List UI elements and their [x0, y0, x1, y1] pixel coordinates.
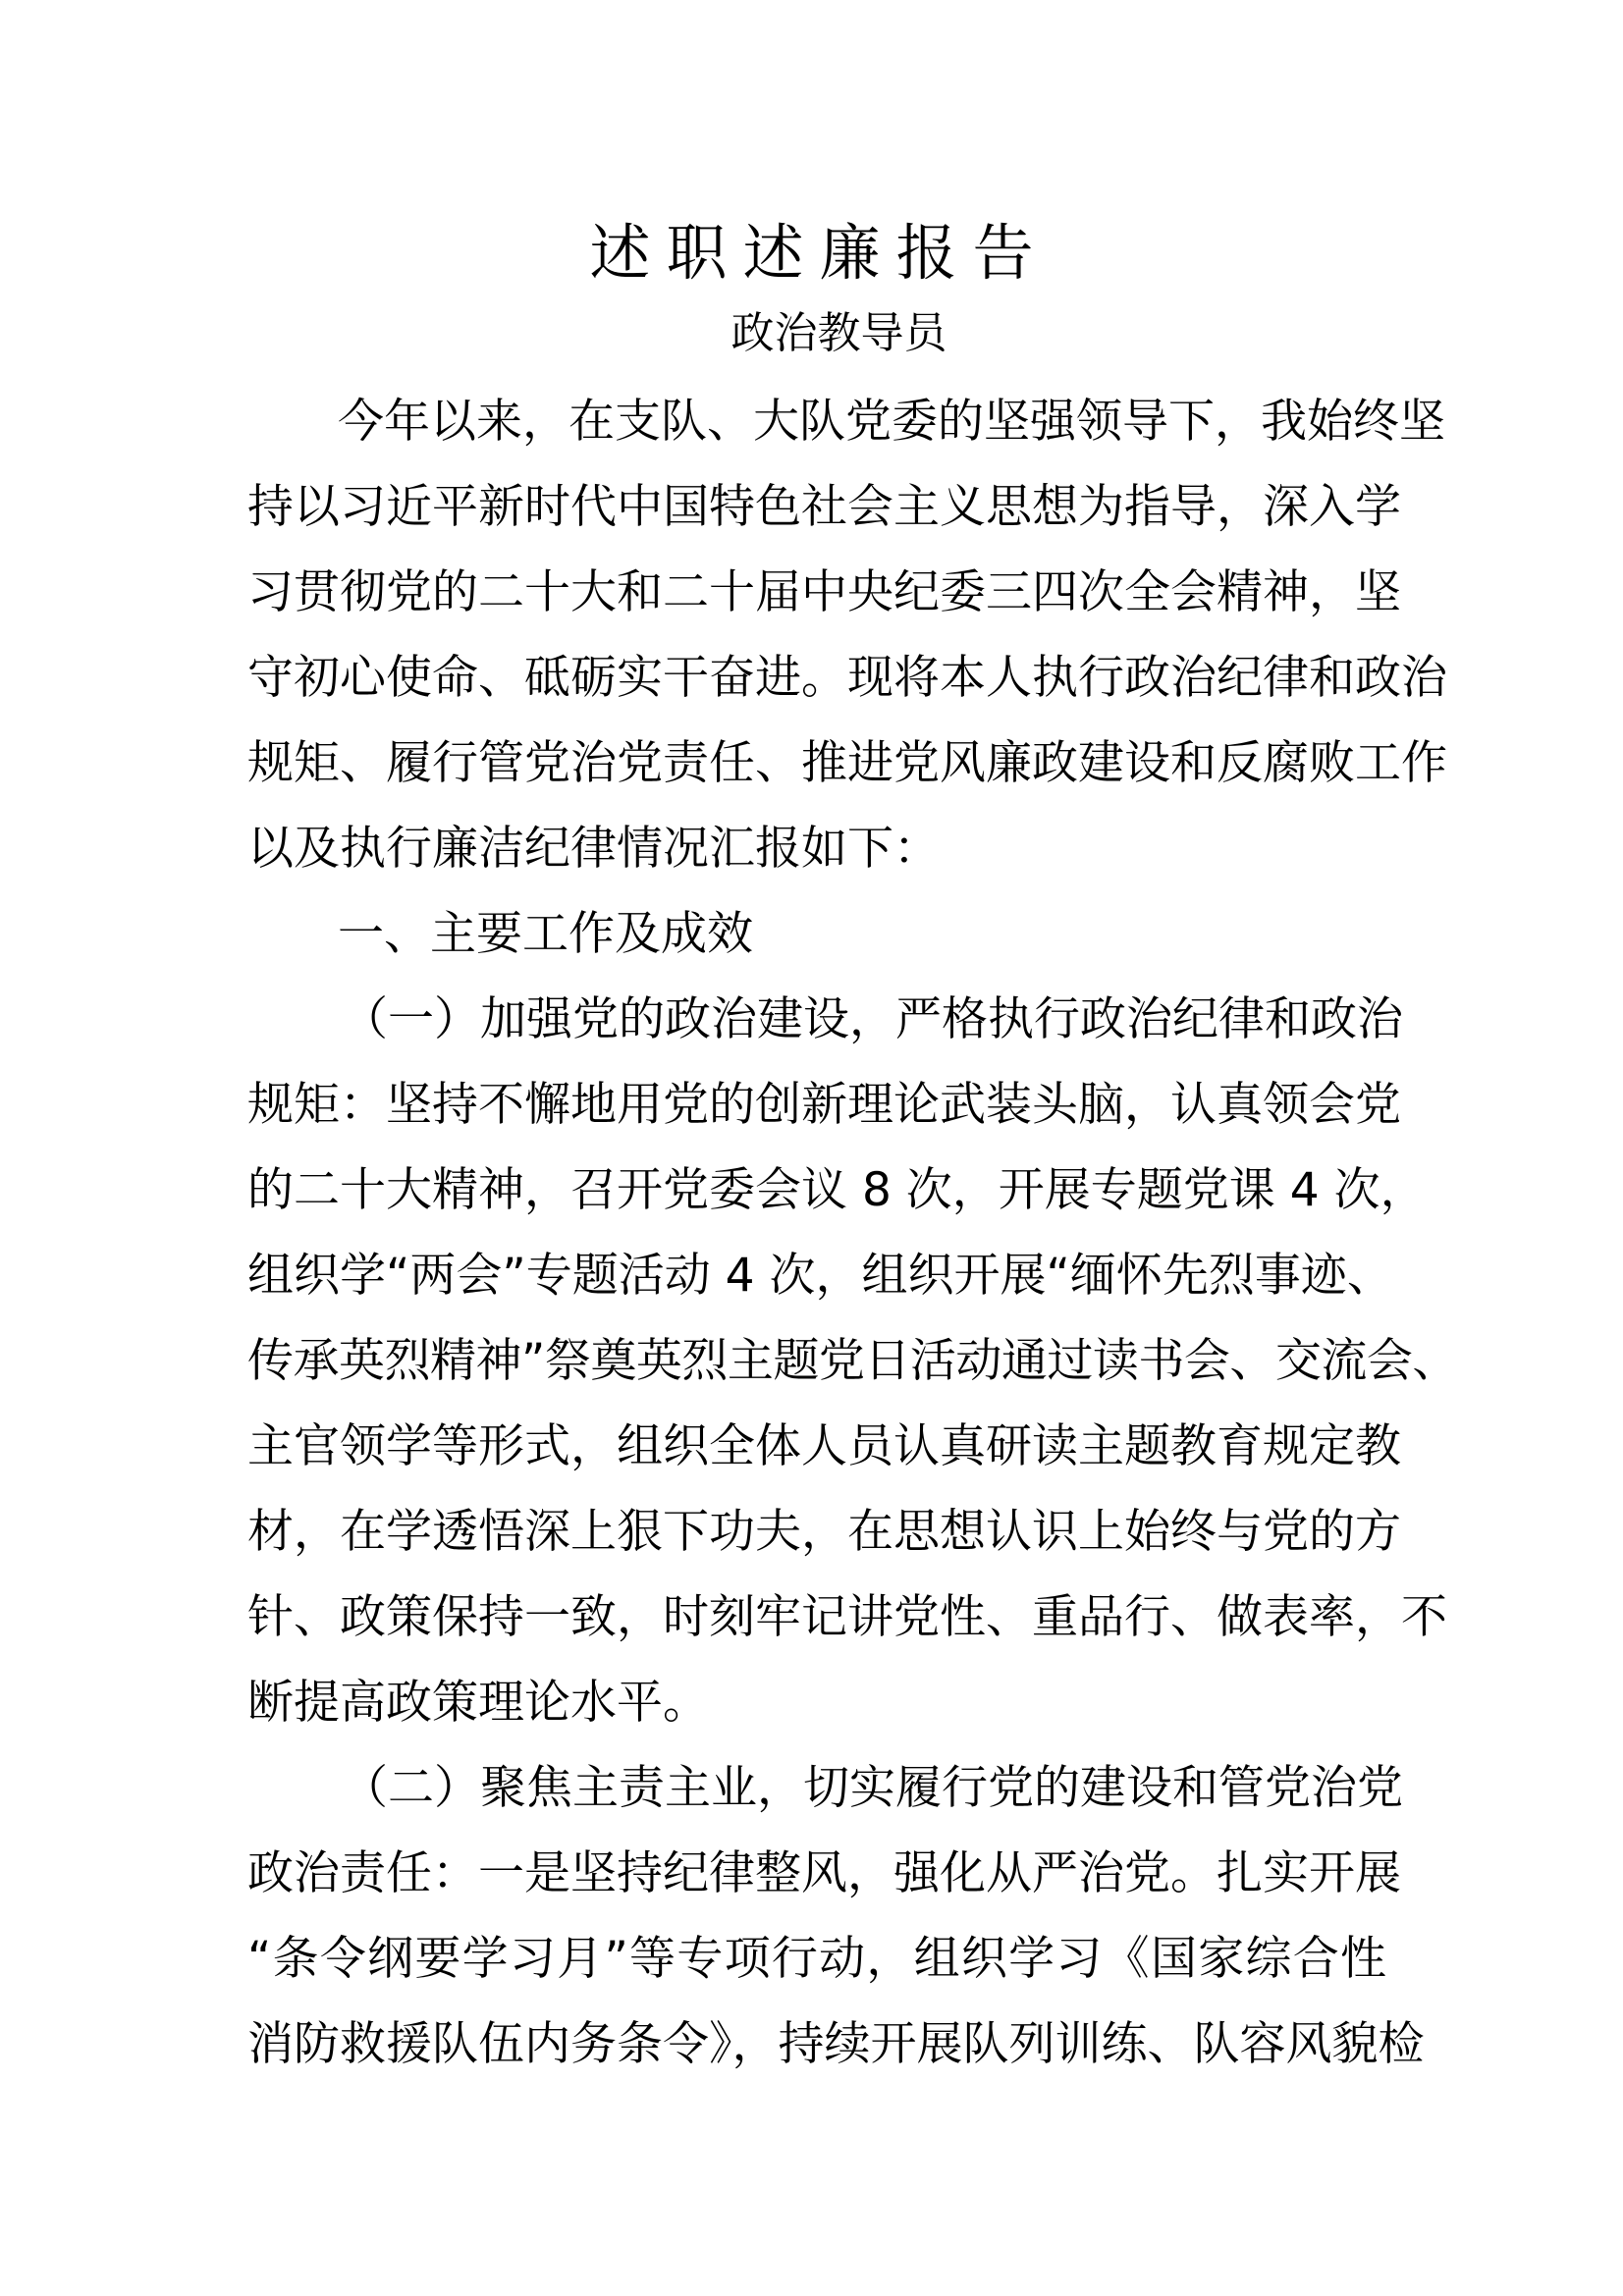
paragraph-line: 主官领学等形式，组织全体人员认真研读主题教育规定教 — [247, 1419, 1401, 1473]
paragraph-line: 消防救援队伍内务条令》，持续开展队列训练、队容风貌检 — [247, 2017, 1425, 2071]
subsection-heading-line: （一）加强党的政治建设，严格执行政治纪律和政治 — [342, 992, 1403, 1046]
subsection-heading-line: （二）聚焦主责主业，切实履行党的建设和管党治党 — [342, 1761, 1403, 1815]
paragraph-line: 守初心使命、砥砺实干奋进。现将本人执行政治纪律和政治 — [247, 651, 1447, 705]
paragraph-line: 的二十大精神，召开党委会议 8 次，开展专题党课 4 次， — [247, 1163, 1427, 1217]
document-subtitle: 政治教导员 — [730, 308, 947, 358]
paragraph-line: “条令纲要学习月”等专项行动，组织学习《国家综合性 — [247, 1932, 1386, 1986]
paragraph-line: 规矩：坚持不懈地用党的创新理论武装头脑，认真领会党 — [247, 1078, 1401, 1132]
paragraph-line: 今年以来，在支队、大队党委的坚强领导下，我始终坚 — [338, 395, 1445, 449]
paragraph-line: 断提高政策理论水平。 — [247, 1676, 709, 1730]
paragraph-line: 持以习近平新时代中国特色社会主义思想为指导，深入学 — [247, 480, 1401, 534]
paragraph-line: 政治责任：一是坚持纪律整风，强化从严治党。扎实开展 — [247, 1846, 1401, 1900]
document-title: 述职述廉报告 — [589, 217, 1050, 289]
paragraph-line: 材，在学透悟深上狠下功夫，在思想认识上始终与党的方 — [247, 1505, 1401, 1559]
paragraph-line: 组织学“两会”专题活动 4 次，组织开展“缅怀先烈事迹、 — [247, 1249, 1393, 1303]
paragraph-line: 传承英烈精神”祭奠英烈主题党日活动通过读书会、交流会、 — [247, 1334, 1458, 1388]
section-heading: 一、主要工作及成效 — [338, 907, 753, 961]
paragraph-line: 以及执行廉洁纪律情况汇报如下： — [247, 822, 940, 876]
paragraph-line: 习贯彻党的二十大和二十届中央纪委三四次全会精神，坚 — [247, 565, 1401, 619]
document-body — [247, 379, 1458, 2087]
paragraph-line: 规矩、履行管党治党责任、推进党风廉政建设和反腐败工作 — [247, 736, 1447, 790]
paragraph-line: 针、政策保持一致，时刻牢记讲党性、重品行、做表率，不 — [247, 1590, 1447, 1644]
